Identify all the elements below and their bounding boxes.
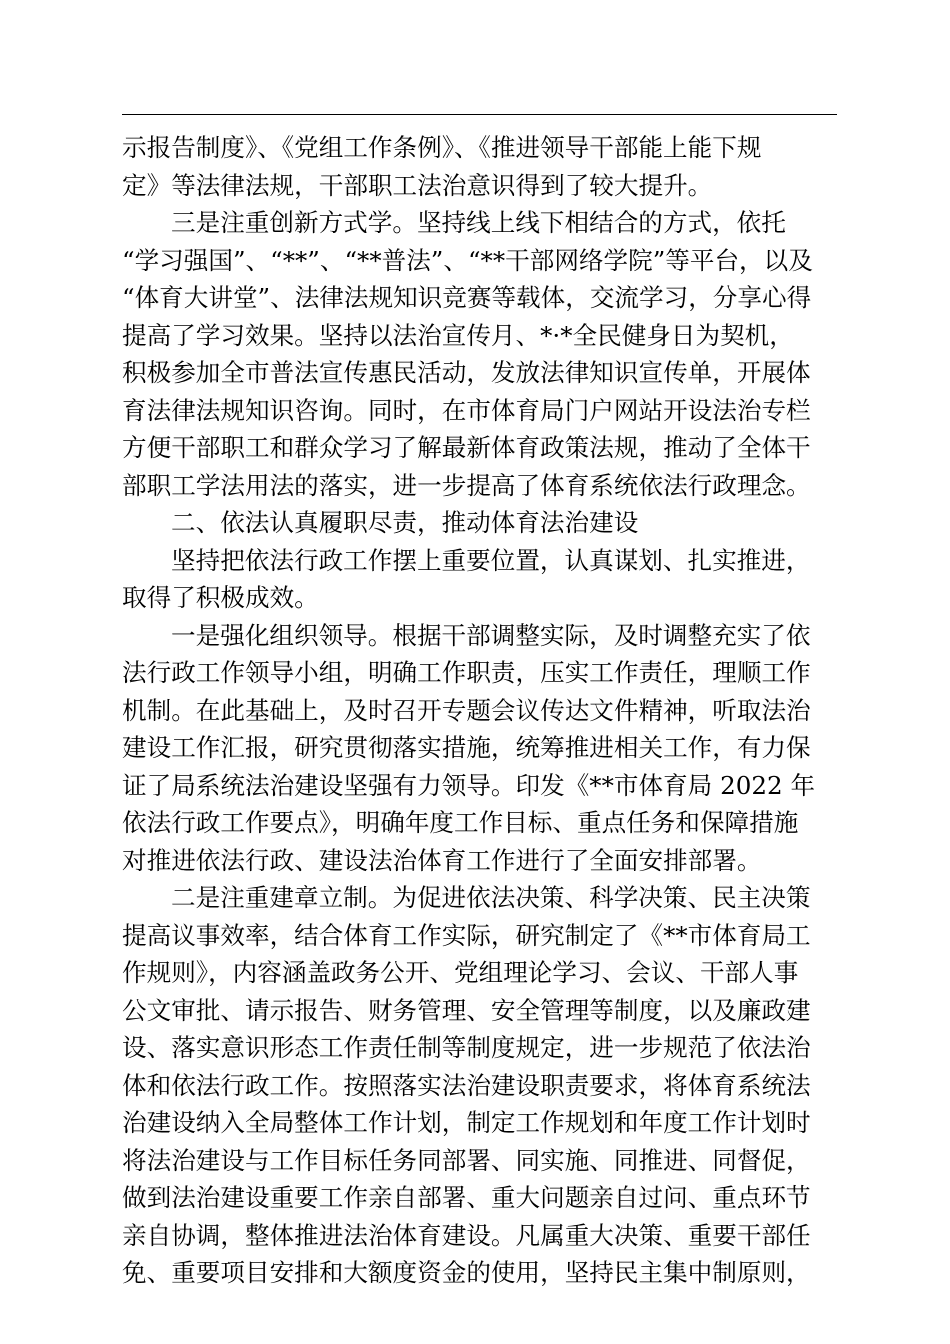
header-rule: [122, 114, 837, 115]
text-line: 建设工作汇报，研究贯彻落实措施，统筹推进相关工作，有力保: [122, 733, 811, 762]
paragraph-first-line: 二是注重建章立制。为促进依法决策、科学决策、民主决策: [171, 883, 811, 912]
text-line: 公文审批、请示报告、财务管理、安全管理等制度，以及廉政建: [122, 995, 811, 1025]
paragraph-first-line: 一是强化组织领导。根据干部调整实际，及时调整充实了依: [171, 620, 811, 650]
text-line: 免、重要项目安排和大额度资金的使用，坚持民主集中制原则，: [122, 1258, 811, 1287]
paragraph-first-line: 坚持把依法行政工作摆上重要位置，认真谋划、扎实推进，: [171, 545, 811, 575]
text-line: 依法行政工作要点》，明确年度工作目标、重点任务和保障措施: [122, 808, 799, 837]
paragraph-first-line: 二、依法认真履职尽责，推动体育法治建设: [171, 508, 639, 537]
paragraph-first-line: 三是注重创新方式学。坚持线上线下相结合的方式，依托: [171, 208, 786, 237]
text-line: 示报告制度》、《党组工作条例》、《推进领导干部能上能下规: [122, 133, 762, 162]
text-line: 亲自协调，整体推进法治体育建设。凡属重大决策、重要干部任: [122, 1220, 811, 1250]
text-line: 对推进依法行政、建设法治体育工作进行了全面安排部署。: [122, 845, 762, 875]
text-line: 提高议事效率，结合体育工作实际，研究制定了《**市体育局工: [122, 920, 811, 950]
text-line: 方便干部职工和群众学习了解最新体育政策法规，推动了全体干: [122, 433, 811, 462]
text-line: 取得了积极成效。: [122, 583, 319, 612]
text-line: “体育大讲堂”、法律法规知识竞赛等载体，交流学习，分享心得: [122, 283, 812, 312]
body-text: [122, 129, 842, 1292]
text-line: 治建设纳入全局整体工作计划，制定工作规划和年度工作计划时: [122, 1108, 811, 1137]
text-line: 法行政工作领导小组，明确工作职责，压实工作责任，理顺工作: [122, 658, 811, 687]
text-line: 机制。在此基础上，及时召开专题会议传达文件精神，听取法治: [122, 695, 811, 725]
text-line: 育法律法规知识咨询。同时，在市体育局门户网站开设法治专栏: [122, 395, 811, 425]
text-line: 将法治建设与工作目标任务同部署、同实施、同推进、同督促，: [122, 1145, 811, 1175]
text-line: 证了局系统法治建设坚强有力领导。印发《**市体育局 2022 年: [122, 770, 816, 800]
text-line: 做到法治建设重要工作亲自部署、重大问题亲自过问、重点环节: [122, 1183, 811, 1212]
text-line: 提高了学习效果。坚持以法治宣传月、*·*全民健身日为契机，: [122, 320, 794, 350]
text-line: 部职工学法用法的落实，进一步提高了体育系统依法行政理念。: [122, 470, 811, 500]
text-line: “学习强国”、“**”、“**普法”、“**干部网络学院”等平台，以及: [122, 245, 813, 275]
text-line: 积极参加全市普法宣传惠民活动，发放法律知识宣传单，开展体: [122, 358, 811, 387]
text-line: 体和依法行政工作。按照落实法治建设职责要求，将体育系统法: [122, 1070, 811, 1100]
text-line: 设、落实意识形态工作责任制等制度规定，进一步规范了依法治: [122, 1033, 811, 1062]
text-line: 作规则》，内容涵盖政务公开、党组理论学习、会议、干部人事: [122, 958, 799, 987]
text-line: 定》等法律法规，干部职工法治意识得到了较大提升。: [122, 170, 713, 200]
